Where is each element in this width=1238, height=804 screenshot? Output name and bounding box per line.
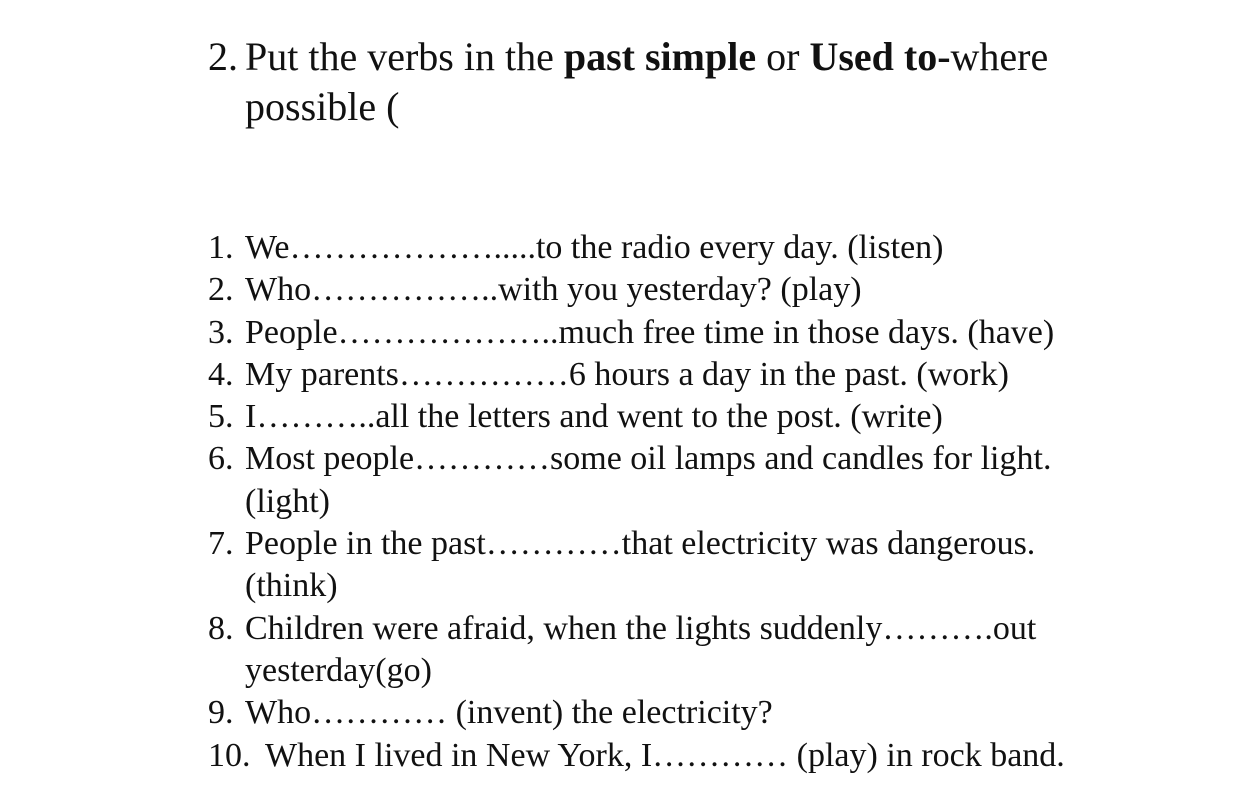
exercise-text-continuation: (light) (245, 482, 330, 520)
exercise-heading (208, 32, 1208, 132)
heading-line-1 (208, 32, 1208, 82)
heading-text-part3: where (950, 34, 1049, 79)
exercise-number: 2. (208, 271, 234, 309)
heading-bold-used-to: Used to- (809, 34, 951, 79)
exercise-number: 10. (208, 736, 251, 774)
exercise-item-3 (208, 312, 1218, 354)
exercise-item-4 (208, 354, 1218, 396)
exercise-text (245, 523, 1205, 608)
exercise-text-line: Most people…………some oil lamps and candles for light. (245, 440, 1052, 478)
exercise-number: 7. (208, 525, 234, 563)
exercise-text-continuation: yesterday(go) (245, 651, 432, 689)
exercise-text: My parents……………6 hours a day in the past. (work) (245, 355, 1009, 393)
exercise-text: Who………… (invent) the electricity? (245, 694, 773, 732)
exercise-text-line: People in the past…………that electricity was dangerous. (245, 525, 1036, 563)
exercise-number: 3. (208, 313, 234, 351)
exercise-text: I………..all the letters and went to the post. (write) (245, 398, 943, 436)
heading-number: 2. (208, 34, 238, 79)
exercise-item-10 (208, 735, 1218, 777)
heading-text-part2: or (756, 34, 810, 79)
exercise-item-7 (208, 523, 1218, 608)
exercise-number: 8. (208, 609, 234, 647)
exercise-text: Who……………..with you yesterday? (play) (245, 271, 862, 309)
heading-line-2: possible ( (245, 84, 400, 129)
exercise-text: People………………..much free time in those days. (have) (245, 313, 1055, 351)
exercise-text (245, 608, 1205, 693)
exercise-item-2 (208, 269, 1218, 311)
exercise-text-line: Children were afraid, when the lights suddenly……….out (245, 609, 1037, 647)
heading-bold-past-simple: past simple (563, 34, 757, 79)
exercise-text: When I lived in New York, I………… (play) in rock band. (265, 736, 1065, 774)
exercise-item-9 (208, 692, 1218, 734)
exercise-item-5 (208, 396, 1218, 438)
exercise-number: 9. (208, 694, 234, 732)
exercise-number: 4. (208, 355, 234, 393)
exercise-item-8 (208, 608, 1218, 693)
exercise-list (208, 227, 1218, 777)
exercise-text (245, 438, 1205, 523)
exercise-text: We……………….....to the radio every day. (listen) (245, 229, 944, 266)
exercise-item-1 (208, 227, 1218, 269)
exercise-item-6 (208, 438, 1218, 523)
exercise-number: 1. (208, 229, 234, 266)
exercise-text-continuation: (think) (245, 567, 338, 605)
exercise-number: 6. (208, 440, 234, 478)
heading-text-part1: Put the verbs in the (245, 34, 564, 79)
exercise-number: 5. (208, 398, 234, 436)
